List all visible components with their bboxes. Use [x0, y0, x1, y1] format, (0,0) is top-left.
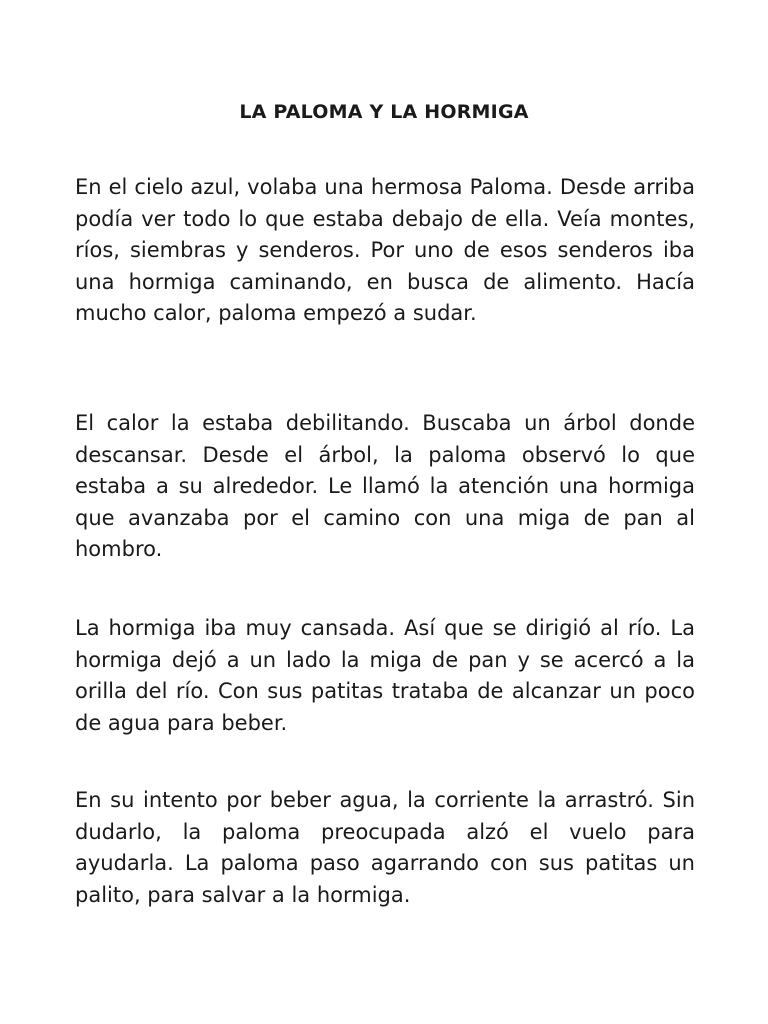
- paragraph-2: El calor la estaba debilitando. Buscaba un árbol donde descansar. Desde el árbol, la paloma observó lo que estaba a su alrededor. Le llamó la atención una hormiga que avanzaba por el camino con una miga de pan al hombro.: [75, 411, 695, 561]
- paragraph-1: En el cielo azul, volaba una hermosa Paloma. Desde arriba podía ver todo lo que estaba debajo de ella. Veía montes, ríos, siembras y senderos. Por uno de esos senderos iba una hormiga caminando, en busca de alimento. Hacía mucho calor, paloma empezó a sudar.: [75, 175, 695, 325]
- paragraph-4: En su intento por beber agua, la corriente la arrastró. Sin dudarlo, la paloma preocupada alzó el vuelo para ayudarla. La paloma paso agarrando con sus patitas un palito, para salvar a la hormiga.: [75, 788, 695, 907]
- paragraph-3: La hormiga iba muy cansada. Así que se dirigió al río. La hormiga dejó a un lado la miga de pan y se acercó a la orilla del río. Con sus patitas trataba de alcanzar un poco de agua para beber.: [75, 616, 695, 735]
- document-title: LA PALOMA Y LA HORMIGA: [239, 101, 529, 123]
